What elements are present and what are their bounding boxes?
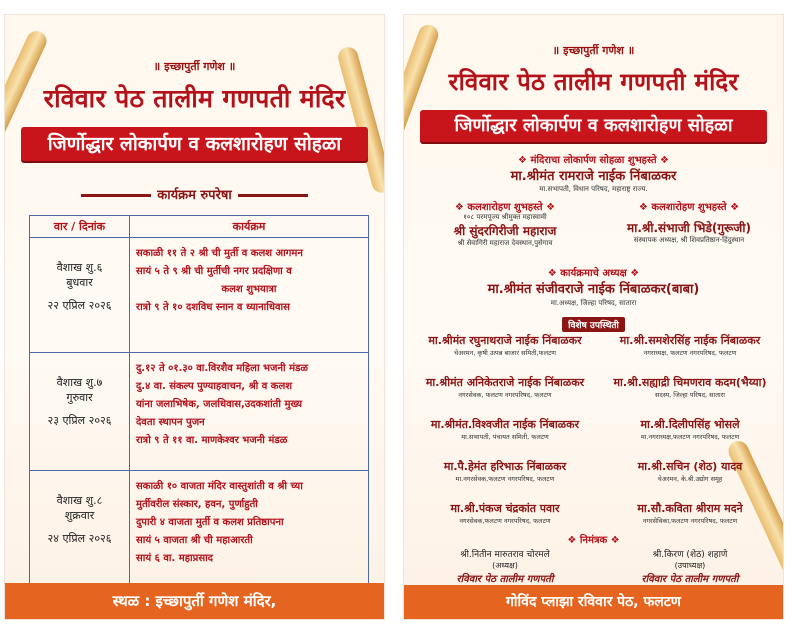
table-header bbox=[30, 216, 368, 238]
inviter-left: श्री.नितीन मारुतराव चोरमले (अध्यक्ष) रविवार पेठ तालीम गणपती bbox=[456, 550, 554, 585]
invitation-right-page bbox=[403, 14, 784, 620]
event-banner: जिर्णोद्धार लोकार्पण व कलशारोहण सोहळा bbox=[420, 110, 767, 142]
inauguration-guest-name: मा.श्रीमंत रामराजे नाईक निंबाळकर bbox=[510, 169, 677, 184]
president-desc: मा.अध्यक्ष, जिल्हा परिषद, सातारा bbox=[550, 299, 637, 307]
list-item: मा.श्रीमंत.विश्वजीत नाईक निंबाळकर मा.सभापती, पंचायत समिती, फलटण bbox=[430, 418, 580, 441]
schedule-heading: कार्यक्रम रुपरेषा bbox=[5, 185, 384, 203]
temple-title: रविवार पेठ तालीम गणपती मंदिर bbox=[43, 84, 346, 113]
temple-title: रविवार पेठ तालीम गणपती मंदिर bbox=[448, 67, 739, 96]
kalash-guest-left: ❖ कलशारोहण शुभहस्ते ❖ १०८ परमपूज्य श्रीमुक्त महास्वामी श्री सुंदरगिरीजी महाराज श्री सेवागिरी महाराज देवस्थान,पुसेगाव bbox=[453, 202, 557, 247]
list-item: मा.श्रीमंत अनिकेतराजे नाईक निंबाळकर नगरसेवक, फलटण नगरपरिषद, फलटण bbox=[425, 376, 585, 399]
guest-list-right bbox=[600, 333, 780, 543]
events-cell: सकाळी १० वाजता मंदिर वास्तुशांती व श्री च्या मुर्तीवरील संस्कार, हवन, पुर्णाहुती दुपारी ४ वाजता मुर्ती व कलश प्रतिष्ठापना सायं ५ वाजता श्री ची महाआरती सायं ६ वा. महाप्रसाद bbox=[136, 481, 303, 564]
guest-list-left bbox=[410, 333, 600, 543]
list-item: मा.श्री.दिलीपसिंह भोसले मा.नगराध्यक्ष,फलटण नगरपरिषद, फलटण bbox=[640, 418, 740, 441]
divider bbox=[238, 194, 308, 197]
top-label: ॥ इच्छापुर्ती गणेश ॥ bbox=[153, 60, 236, 73]
list-item: मा.सौ.कविता श्रीराम मदने नगरसेविका,फलटण नगरपरिषद, फलटण bbox=[637, 502, 743, 525]
date-cell: वैशाख शु.६ बुधवार २२ एप्रिल २०२६ bbox=[30, 238, 130, 352]
list-item: मा.पै.हेमंत हरिभाऊ निंबाळकर मा.नगरसेवक,फलटण नगरपरिषद, फलटण bbox=[443, 460, 567, 483]
date-cell: वैशाख शु.८ शुक्रवार २४ एप्रिल २०२६ bbox=[30, 471, 130, 584]
schedule-table bbox=[29, 215, 369, 585]
header-date: वार / दिनांक bbox=[30, 216, 130, 237]
list-item: मा.श्री.पंकज चंद्रकांत पवार नगरसेवक,फलटण नगरपरिषद, फलटण bbox=[450, 502, 560, 525]
kalash-guest-right: ❖ कलशारोहण शुभहस्ते ❖ मा.श्री.संभाजी भिडे(गुरूजी) संस्थापक अध्यक्ष, श्री शिवप्रतिष्ठान-हिंदुस्थान bbox=[627, 202, 751, 244]
inauguration-guest-desc: मा.सभापती, विधान परिषद, महाराष्ट्र राज्य. bbox=[539, 185, 648, 193]
events-cell: सकाळी ११ ते २ श्री ची मुर्ती व कलश आगमन सायं ५ ते ९ श्री ची मुर्तीची नगर प्रदक्षिणा व कलश शुभयात्रा रात्रो ९ ते १० दशविध स्नान व ध्यानाधिवास bbox=[136, 248, 303, 313]
top-label: ॥ इच्छापुर्ती गणेश ॥ bbox=[552, 44, 635, 57]
inviter-right: श्री.किरण (शेठ) शहाणे (उपाध्यक्ष) रविवार पेठ तालीम गणपती bbox=[641, 550, 739, 585]
guests-heading: विशेष उपस्थिती bbox=[404, 313, 783, 332]
header-program: कार्यक्रम bbox=[232, 220, 266, 233]
table-row bbox=[30, 238, 368, 353]
date-cell: वैशाख शु.७ गुरुवार २३ एप्रिल २०२६ bbox=[30, 353, 130, 470]
table-row bbox=[30, 353, 368, 471]
list-item: मा.श्री.समशेरसिंह नाईक निंबाळकर नगराध्यक्ष, फलटण नगरपरिषद, फलटण bbox=[619, 334, 761, 357]
list-item: मा.श्री.सह्याद्री चिमणराव कदम(भैय्या) सदस्य, जिल्हा परिषद, सातारा bbox=[613, 376, 767, 399]
venue-footer: स्थळ : इच्छापुर्ती गणेश मंदिर, bbox=[5, 583, 384, 619]
table-row bbox=[30, 471, 368, 584]
inviter-heading: ❖ निमंत्रक ❖ bbox=[567, 535, 620, 546]
inauguration-heading: ❖ मंदिराचा लोकार्पण सोहळा शुभहस्ते ❖ bbox=[518, 155, 669, 166]
venue-footer: गोविंद प्लाझा रविवार पेठ, फलटण bbox=[404, 585, 783, 619]
list-item: मा.श्रीमंत रघुनाथराजे नाईक निंबाळकर चेअरमन, कृषी उत्पन्न बाजार समिती,फलटण bbox=[428, 334, 582, 357]
event-banner: जिर्णोद्धार लोकार्पण व कलशारोहण सोहळा bbox=[21, 127, 368, 161]
list-item: मा.श्री.सचिन (शेठ) यादव चेअरमन, के.बी.उद्योग समूह bbox=[637, 460, 743, 483]
president-name: मा.श्रीमंत संजीवराजे नाईक निंबाळकर(बाबा) bbox=[487, 282, 700, 297]
divider bbox=[81, 194, 151, 197]
events-cell: दु.१२ ते ०१.३० वा.विरशैव महिला भजनी मंडळ दु.४ वा. संकल्प पुण्याहवाचन, श्री व कलश यांना जलाभिषेक, जलधिवास,उदकशांती मुख्य देवता स्थापन पुजन रात्रो ९ ते ११ वा. माणकेश्वर भजनी मंडळ bbox=[136, 363, 309, 446]
president-heading: ❖ कार्यक्रमाचे अध्यक्ष ❖ bbox=[547, 268, 640, 279]
invitation-left-page bbox=[4, 14, 385, 620]
